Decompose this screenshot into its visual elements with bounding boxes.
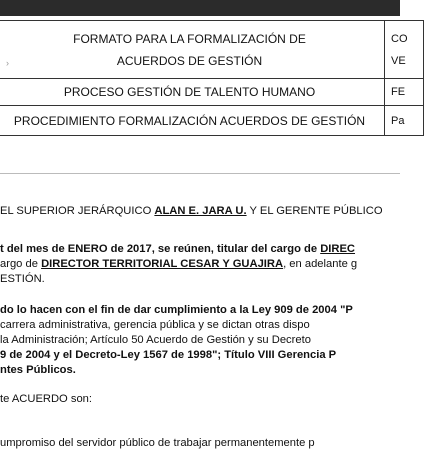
document-header-table (0, 20, 424, 136)
form-title-cell (0, 21, 385, 79)
code-cell (385, 21, 424, 79)
position-suffix: , en adelante g (283, 258, 358, 270)
section-divider (0, 173, 400, 174)
position-title-2: DIRECTOR TERRITORIAL CESAR Y GUAJIRA (41, 258, 284, 270)
superior-name: ALAN E. JARA U. (154, 205, 247, 217)
code-label: CO (391, 32, 408, 45)
body-line-4: ESTIÓN. (0, 273, 45, 285)
date-label: FE (385, 79, 424, 106)
form-title-line2: ACUERDOS DE GESTIÓN (116, 53, 263, 68)
body-line-8: 9 de 2004 y el Decreto-Ley 1567 de 1998"; Título VIII Gerencia P (0, 349, 337, 361)
process-cell: PROCESO GESTIÓN DE TALENTO HUMANO (0, 79, 385, 106)
superior-label: EL SUPERIOR JERÁRQUICO (0, 205, 155, 217)
body-line-11: umpromiso del servidor público de trabajar permanentemente p (0, 437, 315, 449)
manager-label: Y EL GERENTE PÚBLICO (246, 205, 383, 217)
body-line-7: la Administración; Artículo 50 Acuerdo de Gestión y su Decreto (0, 334, 311, 346)
version-label: VE (391, 54, 406, 67)
body-line-10: te ACUERDO son: (0, 393, 93, 405)
body-line-9: ntes Públicos. (0, 364, 76, 376)
scan-mark: › (6, 58, 9, 68)
body-line-2 (0, 242, 355, 257)
position-prefix: argo de (0, 258, 42, 270)
body-line-3 (0, 257, 357, 272)
position-title-1: DIREC (320, 243, 356, 255)
body-line-5: do lo hacen con el fin de dar cumplimiento a la Ley 909 de 2004 "P (0, 304, 353, 316)
page-label: Pa (385, 106, 424, 136)
top-dark-band (0, 0, 400, 16)
body-line-1 (0, 204, 383, 219)
meeting-text: t del mes de ENERO de 2017, se reúnen, titular del cargo de (0, 243, 321, 255)
procedure-cell: PROCEDIMIENTO FORMALIZACIÓN ACUERDOS DE GESTIÓN (0, 106, 385, 136)
form-title-line1: FORMATO PARA LA FORMALIZACIÓN DE (73, 31, 306, 46)
body-line-6: carrera administrativa, gerencia pública y se dictan otras dispo (0, 319, 310, 331)
